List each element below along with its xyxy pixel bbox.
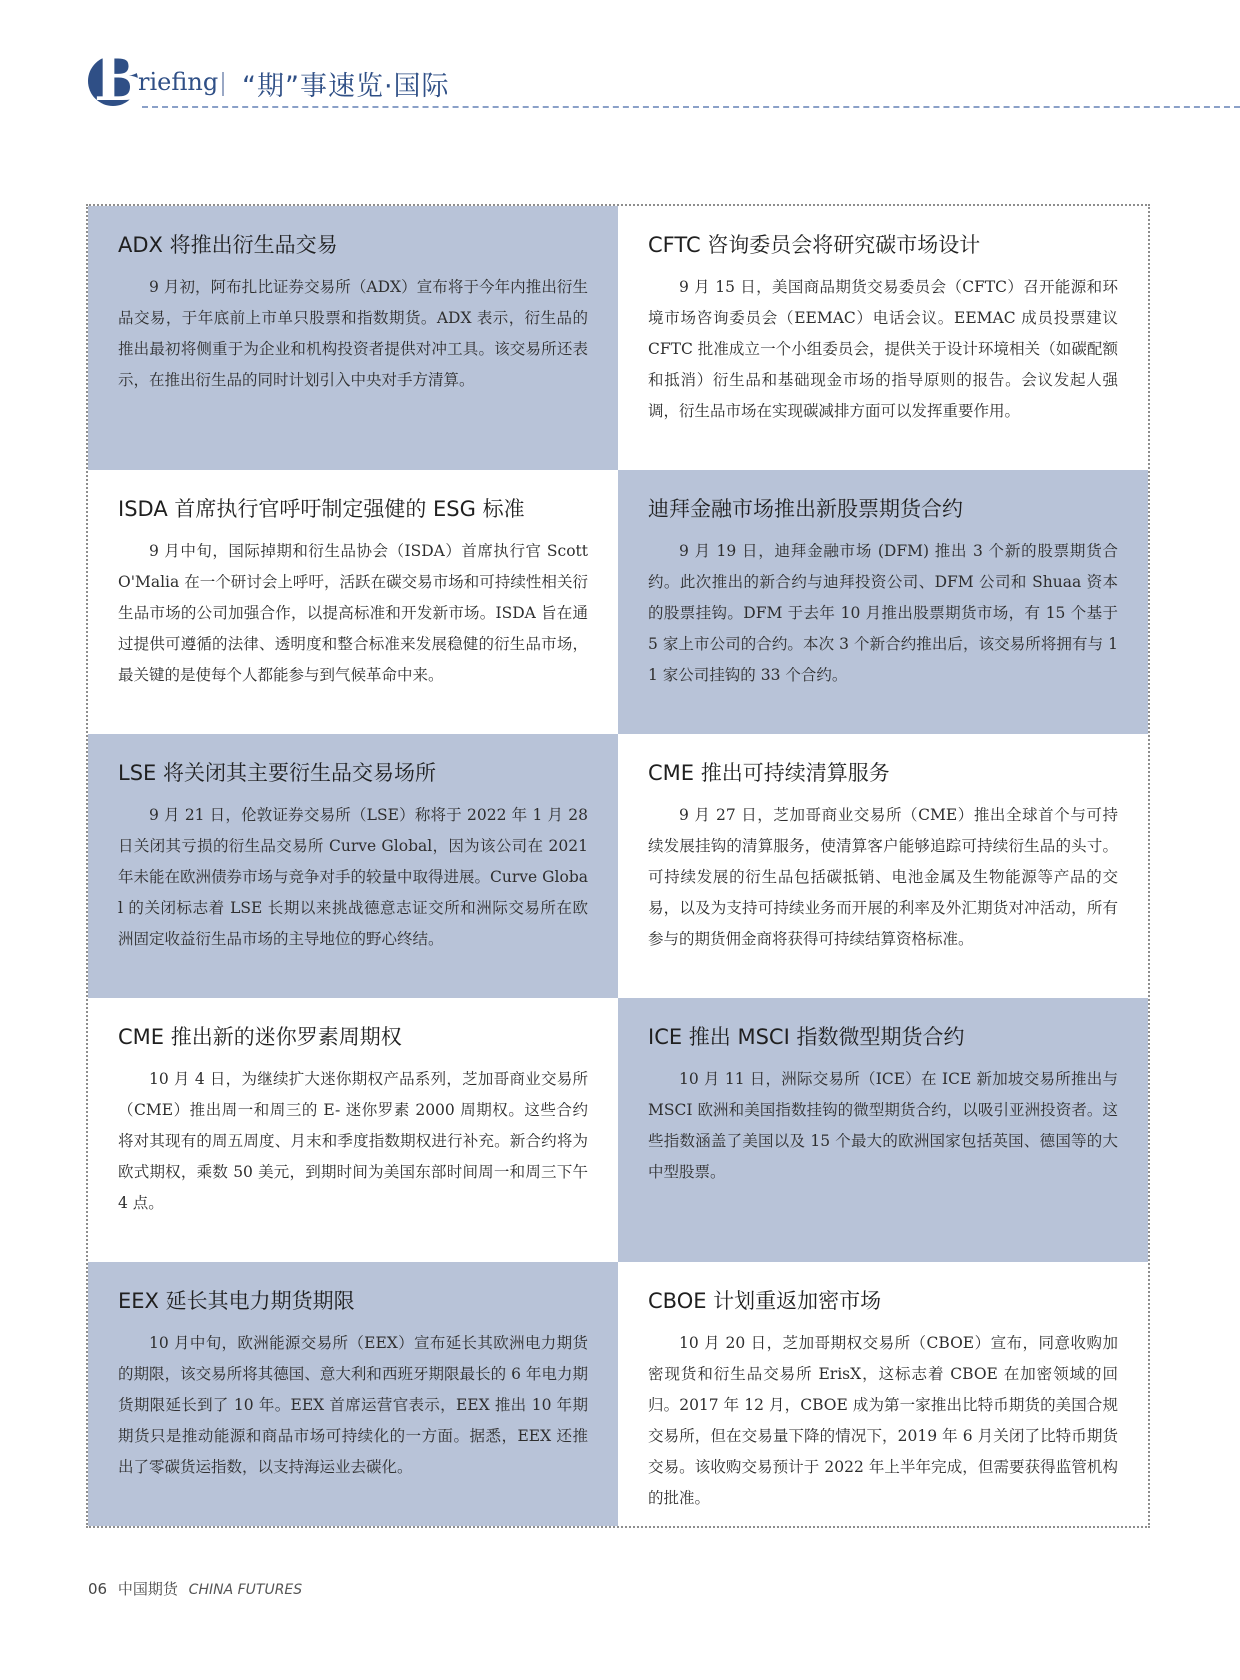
news-item-isda <box>88 470 618 734</box>
news-item-ice <box>618 998 1148 1262</box>
news-item-title: EEX 延长其电力期货期限 <box>118 1289 355 1313</box>
header-dashed-rule <box>142 106 1240 108</box>
news-item-title: CME 推出可持续清算服务 <box>648 761 890 785</box>
news-item-body: 10 月 4 日，为继续扩大迷你期权产品系列，芝加哥商业交易所（CME）推出周一和周三的 E- 迷你罗素 2000 周期权。这些合约将对其现有的周五周度、月末和季度指数期权进行补充。新合约将为欧式期权，乘数 50 美元，到期时间为美国东部时间周一和周三下午 4 点。 <box>118 1070 588 1212</box>
news-item-body: 9 月 27 日，芝加哥商业交易所（CME）推出全球首个与可持续发展挂钩的清算服务，使清算客户能够追踪可持续衍生品的头寸。可持续发展的衍生品包括碳抵销、电池金属及生物能源等产品的交易，以及为支持可持续业务而开展的利率及外汇期货对冲活动，所有参与的期货佣金商将获得可持续结算资格标准。 <box>648 806 1118 948</box>
page-footer <box>88 1578 308 1599</box>
magazine-name-cn: 中国期货 <box>117 1580 178 1598</box>
news-item-body: 9 月 19 日，迪拜金融市场 (DFM) 推出 3 个新的股票期货合约。此次推出的新合约与迪拜投资公司、DFM 公司和 Shuaa 资本的股票挂钩。DFM 于去年 10 月推出股票期货市场，有 15 个基于 5 家上市公司的合约。本次 3 个新合约推出后，该交易所将拥有与 11 家公司挂钩的 33 个合约。 <box>648 542 1118 684</box>
news-item-body: 9 月中旬，国际掉期和衍生品协会（ISDA）首席执行官 Scott O'Malia 在一个研讨会上呼吁，活跃在碳交易市场和可持续性相关衍生品市场的公司加强合作，以提高标准和开发新市场。ISDA 旨在通过提供可遵循的法律、透明度和整合标准来发展稳健的衍生品市场，最关键的是使每个人都能参与到气候革命中来。 <box>118 542 588 684</box>
news-item-eex <box>88 1262 618 1526</box>
news-item-title: ADX 将推出衍生品交易 <box>118 233 338 257</box>
news-item-title: ICE 推出 MSCI 指数微型期货合约 <box>648 1025 965 1049</box>
news-item-title: ISDA 首席执行官呼吁制定强健的 ESG 标准 <box>118 497 525 521</box>
section-title: “期”事速览·国际 <box>242 71 450 102</box>
magazine-name-en: CHINA FUTURES <box>188 1582 303 1598</box>
news-item-body: 9 月 15 日，美国商品期货交易委员会（CFTC）召开能源和环境市场咨询委员会（EEMAC）电话会议。EEMAC 成员投票建议 CFTC 批准成立一个小组委员会，提供关于设计环境相关（如碳配额和抵消）衍生品和基础现金市场的指导原则的报告。会议发起人强调，衍生品市场在实现碳减排方面可以发挥重要作用。 <box>648 278 1118 420</box>
news-item-title: CME 推出新的迷你罗素周期权 <box>118 1025 402 1049</box>
news-item-title: LSE 将关闭其主要衍生品交易场所 <box>118 761 436 785</box>
news-item-body: 9 月 21 日，伦敦证券交易所（LSE）称将于 2022 年 1 月 28 日关闭其亏损的衍生品交易所 Curve Global，因为该公司在 2021 年未能在欧洲债券市场与竞争对手的较量中取得进展。Curve Global 的关闭标志着 LSE 长期以来挑战德意志证交所和洲际交易所在欧洲固定收益衍生品市场的主导地位的野心终结。 <box>118 806 588 948</box>
briefing-logo-letter: B <box>94 42 147 115</box>
news-item-title: 迪拜金融市场推出新股票期货合约 <box>648 497 963 521</box>
news-item-lse <box>88 734 618 998</box>
news-item-dfm <box>618 470 1148 734</box>
news-item-cboe <box>618 1262 1148 1526</box>
briefing-logo-text: riefing <box>138 68 219 96</box>
news-item-adx <box>88 206 618 470</box>
news-grid <box>86 204 1150 1528</box>
page-number: 06 <box>88 1580 108 1598</box>
page-header <box>82 42 1240 115</box>
news-item-body: 9 月初，阿布扎比证券交易所（ADX）宣布将于今年内推出衍生品交易，于年底前上市单只股票和指数期货。ADX 表示，衍生品的推出最初将侧重于为企业和机构投资者提供对冲工具。该交易所还表示，在推出衍生品的同时计划引入中央对手方清算。 <box>118 278 588 389</box>
news-item-body: 10 月 20 日，芝加哥期权交易所（CBOE）宣布，同意收购加密现货和衍生品交易所 ErisX，这标志着 CBOE 在加密领域的回归。2017 年 12 月，CBOE 成为第一家推出比特币期货的美国合规交易所，但在交易量下降的情况下，2019 年 6 月关闭了比特币期货交易。该收购交易预计于 2022 年上半年完成，但需要获得监管机构的批准。 <box>648 1334 1118 1507</box>
news-item-title: CFTC 咨询委员会将研究碳市场设计 <box>648 233 981 257</box>
news-item-title: CBOE 计划重返加密市场 <box>648 1289 882 1313</box>
news-item-body: 10 月 11 日，洲际交易所（ICE）在 ICE 新加坡交易所推出与 MSCI 欧洲和美国指数挂钩的微型期货合约，以吸引亚洲投资者。这些指数涵盖了美国以及 15 个最大的欧洲国家包括英国、德国等的大中型股票。 <box>648 1070 1118 1181</box>
news-item-cme-options <box>88 998 618 1262</box>
news-item-body: 10 月中旬，欧洲能源交易所（EEX）宣布延长其欧洲电力期货的期限，该交易所将其德国、意大利和西班牙期限最长的 6 年电力期货期限延长到了 10 年。EEX 首席运营官表示，EEX 推出 10 年期期货只是推动能源和商品市场可持续化的一方面。据悉，EEX 还推出了零碳货运指数，以支持海运业去碳化。 <box>118 1334 588 1476</box>
news-item-cftc <box>618 206 1148 470</box>
news-item-cme-clearing <box>618 734 1148 998</box>
header-separator <box>222 72 224 96</box>
